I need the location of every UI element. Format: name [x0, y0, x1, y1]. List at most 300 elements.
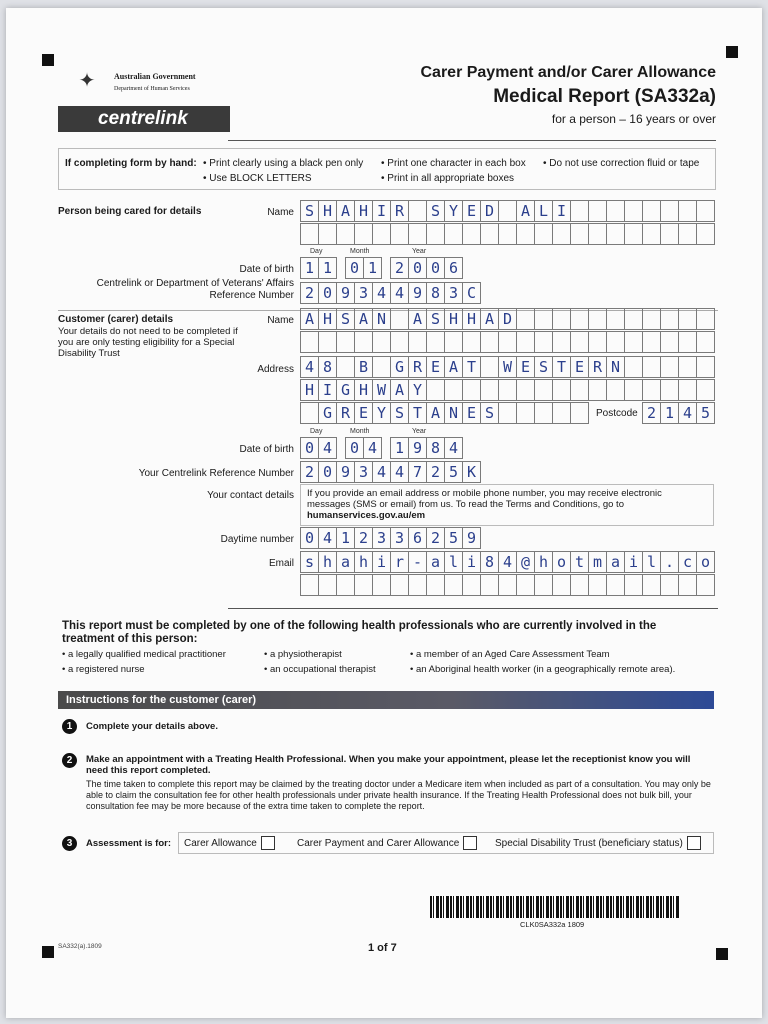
section-rule — [228, 608, 718, 609]
char-box — [571, 379, 589, 401]
customer-ref-field[interactable] — [300, 461, 481, 483]
contact-link[interactable]: humanservices.gov.au/em — [307, 510, 426, 521]
customer-dob-label: Date of birth — [239, 444, 294, 455]
char-box: B — [355, 356, 373, 378]
char-box — [481, 223, 499, 245]
char-box: A — [301, 308, 319, 330]
char-box — [697, 200, 715, 222]
contact-info-box — [300, 484, 714, 526]
char-box — [535, 574, 553, 596]
char-box: 0 — [319, 282, 337, 304]
char-box — [625, 308, 643, 330]
char-box: E — [571, 356, 589, 378]
customer-dob-year[interactable] — [390, 437, 463, 459]
assessment-options — [178, 832, 714, 854]
char-box: H — [301, 379, 319, 401]
char-box — [643, 356, 661, 378]
char-box: 2 — [427, 461, 445, 483]
char-box: - — [409, 551, 427, 573]
char-box — [445, 331, 463, 353]
char-box: H — [463, 308, 481, 330]
char-box — [373, 356, 391, 378]
person-ref-field[interactable] — [300, 282, 481, 304]
char-box: a — [337, 551, 355, 573]
char-box — [373, 223, 391, 245]
char-box: 2 — [355, 527, 373, 549]
char-box — [499, 379, 517, 401]
form-title-line1: Carer Payment and/or Carer Allowance — [420, 64, 716, 81]
char-box: G — [337, 379, 355, 401]
char-box: c — [679, 551, 697, 573]
char-box — [697, 574, 715, 596]
char-box: 5 — [445, 527, 463, 549]
prof-5: • a member of an Aged Care Assessment Team — [410, 649, 610, 660]
prof-2: • a registered nurse — [62, 664, 145, 675]
char-box — [499, 574, 517, 596]
char-box: 8 — [319, 356, 337, 378]
char-box: Y — [373, 402, 391, 424]
char-box: o — [553, 551, 571, 573]
char-box: E — [427, 356, 445, 378]
char-box — [643, 331, 661, 353]
char-box: T — [463, 356, 481, 378]
email-field-2[interactable] — [300, 574, 715, 596]
char-box: S — [535, 356, 553, 378]
option-carer-payment[interactable] — [297, 833, 477, 855]
address-label: Address — [257, 364, 294, 375]
char-box: 9 — [337, 282, 355, 304]
char-box — [661, 223, 679, 245]
char-box: 4 — [373, 461, 391, 483]
char-box — [517, 402, 535, 424]
char-box: N — [607, 356, 625, 378]
person-section-title: Person being cared for details — [58, 206, 202, 217]
char-box — [535, 308, 553, 330]
char-box: H — [445, 308, 463, 330]
char-box — [373, 331, 391, 353]
customer-ref-label: Your Centrelink Reference Number — [138, 468, 294, 479]
char-box: A — [337, 200, 355, 222]
char-box: m — [589, 551, 607, 573]
person-dob-month[interactable] — [345, 257, 382, 279]
char-box: h — [319, 551, 337, 573]
char-box: H — [355, 379, 373, 401]
char-box: E — [517, 356, 535, 378]
hand-bullet-1: • Print clearly using a black pen only — [203, 158, 364, 169]
char-box — [337, 574, 355, 596]
char-box: 1 — [301, 257, 319, 279]
registration-mark — [716, 948, 728, 960]
char-box: 1 — [364, 257, 382, 279]
char-box — [643, 200, 661, 222]
char-box — [589, 200, 607, 222]
char-box: r — [391, 551, 409, 573]
step-1-number: 1 — [62, 719, 77, 734]
person-dob-field[interactable] — [300, 257, 463, 279]
char-box: 3 — [445, 282, 463, 304]
char-box: A — [391, 379, 409, 401]
char-box: S — [427, 308, 445, 330]
char-box: 4 — [391, 461, 409, 483]
char-box — [337, 356, 355, 378]
checkbox-sdt[interactable] — [687, 836, 701, 850]
char-box: 4 — [373, 282, 391, 304]
char-box — [463, 574, 481, 596]
char-box: 2 — [643, 402, 661, 424]
char-box: 4 — [391, 282, 409, 304]
char-box — [679, 379, 697, 401]
char-box — [679, 574, 697, 596]
char-box: A — [481, 308, 499, 330]
char-box — [445, 223, 463, 245]
char-box — [337, 223, 355, 245]
char-box: l — [445, 551, 463, 573]
char-box: 1 — [391, 437, 409, 459]
char-box: 8 — [427, 282, 445, 304]
char-box — [319, 223, 337, 245]
registration-mark — [42, 54, 54, 66]
char-box — [697, 331, 715, 353]
char-box: 2 — [427, 527, 445, 549]
char-box: 0 — [427, 257, 445, 279]
char-box: E — [463, 200, 481, 222]
char-box — [319, 331, 337, 353]
postcode-field[interactable] — [642, 402, 715, 424]
char-box: H — [355, 200, 373, 222]
char-box — [517, 379, 535, 401]
option-carer-allowance-label: Carer Allowance — [184, 838, 257, 849]
registration-mark — [42, 946, 54, 958]
phone-label: Daytime number — [220, 534, 294, 545]
char-box: 9 — [463, 527, 481, 549]
prof-6: • an Aboriginal health worker (in a geographically remote area). — [410, 664, 676, 675]
char-box: S — [427, 200, 445, 222]
char-box: h — [535, 551, 553, 573]
checkbox-carer-payment[interactable] — [463, 836, 477, 850]
char-box — [535, 223, 553, 245]
char-box — [553, 331, 571, 353]
customer-note: Your details do not need to be completed if you are only testing eligibility for a Special Disability Trust — [58, 326, 238, 359]
char-box — [589, 574, 607, 596]
step-2-text: Make an appointment with a Treating Health Professional. When you make your appointment, please let the receptionist know you will need this report completed. — [86, 754, 691, 776]
char-box: o — [697, 551, 715, 573]
char-box — [643, 308, 661, 330]
form-page — [6, 8, 762, 1018]
char-box: 3 — [373, 527, 391, 549]
customer-name-field-2[interactable] — [300, 331, 715, 353]
option-sdt[interactable] — [495, 833, 701, 855]
char-box — [301, 574, 319, 596]
char-box: E — [355, 402, 373, 424]
option-carer-payment-label: Carer Payment and Carer Allowance — [297, 838, 460, 849]
dob-year-label: Year — [412, 248, 427, 255]
char-box — [607, 379, 625, 401]
char-box — [463, 331, 481, 353]
char-box — [355, 331, 373, 353]
phone-field[interactable] — [300, 527, 481, 549]
barcode-text: CLK0SA332a 1809 — [520, 920, 585, 929]
char-box: I — [553, 200, 571, 222]
char-box — [499, 223, 517, 245]
char-box: 3 — [355, 461, 373, 483]
char-box — [517, 308, 535, 330]
char-box: . — [661, 551, 679, 573]
char-box: 4 — [301, 356, 319, 378]
customer-dob-month[interactable] — [345, 437, 382, 459]
char-box: R — [391, 200, 409, 222]
registration-mark — [726, 46, 738, 58]
address-line-3[interactable] — [300, 402, 589, 424]
char-box — [409, 200, 427, 222]
email-label: Email — [268, 558, 294, 569]
char-box — [607, 574, 625, 596]
char-box: S — [391, 402, 409, 424]
cust-dob-month-label: Month — [350, 428, 370, 435]
char-box: s — [301, 551, 319, 573]
char-box — [373, 574, 391, 596]
char-box: H — [319, 200, 337, 222]
centrelink-logo: centrelink — [58, 106, 230, 132]
hand-bullet-4: • Print in all appropriate boxes — [381, 173, 515, 184]
char-box — [355, 574, 373, 596]
char-box — [625, 200, 643, 222]
customer-name-label: Name — [267, 315, 294, 326]
char-box — [661, 379, 679, 401]
char-box: T — [409, 402, 427, 424]
barcode — [430, 896, 680, 918]
char-box: 4 — [499, 551, 517, 573]
char-box: 6 — [445, 257, 463, 279]
char-box: 9 — [337, 461, 355, 483]
address-line-1[interactable] — [300, 356, 715, 378]
person-dob-year[interactable] — [390, 257, 463, 279]
char-box: N — [445, 402, 463, 424]
step-1-text: Complete your details above. — [86, 721, 218, 732]
char-box — [571, 223, 589, 245]
char-box: h — [355, 551, 373, 573]
address-line-2[interactable] — [300, 379, 715, 401]
char-box — [607, 223, 625, 245]
char-box — [625, 223, 643, 245]
char-box: 0 — [409, 257, 427, 279]
char-box — [355, 223, 373, 245]
instructions-bar: Instructions for the customer (carer) — [58, 691, 714, 709]
char-box — [409, 574, 427, 596]
char-box: 3 — [391, 527, 409, 549]
char-box — [607, 200, 625, 222]
char-box — [535, 331, 553, 353]
char-box — [337, 331, 355, 353]
option-carer-allowance[interactable] — [184, 833, 275, 855]
checkbox-carer-allowance[interactable] — [261, 836, 275, 850]
char-box: a — [427, 551, 445, 573]
char-box — [679, 308, 697, 330]
dob-day-label: Day — [310, 248, 323, 255]
hand-label: If completing form by hand: — [65, 158, 197, 169]
gov-line1: Australian Government — [114, 72, 196, 81]
char-box: 5 — [697, 402, 715, 424]
person-dob-label: Date of birth — [239, 264, 294, 275]
char-box — [589, 331, 607, 353]
char-box — [463, 223, 481, 245]
char-box: 2 — [391, 257, 409, 279]
postcode-label: Postcode — [596, 408, 638, 419]
hand-bullet-3: • Print one character in each box — [381, 158, 526, 169]
char-box: D — [499, 308, 517, 330]
page-number: 1 of 7 — [368, 942, 397, 954]
char-box: 7 — [409, 461, 427, 483]
char-box — [697, 223, 715, 245]
char-box: 4 — [364, 437, 382, 459]
char-box — [607, 331, 625, 353]
char-box: 0 — [346, 257, 364, 279]
char-box — [301, 402, 319, 424]
char-box — [589, 223, 607, 245]
char-box: W — [499, 356, 517, 378]
char-box — [589, 379, 607, 401]
char-box: 3 — [355, 282, 373, 304]
char-box — [571, 402, 589, 424]
char-box: i — [463, 551, 481, 573]
char-box — [571, 200, 589, 222]
cust-dob-year-label: Year — [412, 428, 427, 435]
char-box: R — [409, 356, 427, 378]
char-box — [499, 402, 517, 424]
char-box: 0 — [301, 437, 319, 459]
report-heading: This report must be completed by one of the following health professionals who are currently involved in the treatment of this person: — [62, 620, 657, 645]
char-box: H — [319, 308, 337, 330]
char-box — [481, 331, 499, 353]
char-box: 1 — [661, 402, 679, 424]
char-box: G — [319, 402, 337, 424]
char-box: 0 — [319, 461, 337, 483]
char-box: 8 — [427, 437, 445, 459]
char-box: 5 — [445, 461, 463, 483]
char-box: C — [463, 282, 481, 304]
char-box: E — [463, 402, 481, 424]
char-box: 1 — [337, 527, 355, 549]
char-box — [517, 223, 535, 245]
char-box — [661, 200, 679, 222]
char-box: A — [445, 356, 463, 378]
char-box: R — [337, 402, 355, 424]
char-box: W — [373, 379, 391, 401]
char-box: Y — [445, 200, 463, 222]
prof-4: • an occupational therapist — [264, 664, 376, 675]
char-box: S — [481, 402, 499, 424]
person-name-field[interactable] — [300, 200, 715, 222]
form-title-line2: Medical Report (SA332a) — [493, 86, 716, 107]
char-box: 8 — [481, 551, 499, 573]
char-box: D — [481, 200, 499, 222]
char-box — [301, 223, 319, 245]
char-box — [427, 379, 445, 401]
char-box: I — [373, 200, 391, 222]
cust-dob-day-label: Day — [310, 428, 323, 435]
char-box — [553, 402, 571, 424]
char-box — [445, 379, 463, 401]
char-box — [679, 200, 697, 222]
char-box: A — [427, 402, 445, 424]
char-box — [409, 223, 427, 245]
step-3-number: 3 — [62, 836, 77, 851]
dob-month-label: Month — [350, 248, 370, 255]
char-box: 4 — [445, 437, 463, 459]
char-box — [625, 356, 643, 378]
char-box: 2 — [301, 282, 319, 304]
char-box: S — [337, 308, 355, 330]
char-box — [571, 308, 589, 330]
option-sdt-label: Special Disability Trust (beneficiary status) — [495, 838, 683, 849]
char-box: T — [553, 356, 571, 378]
char-box: 2 — [301, 461, 319, 483]
char-box: 9 — [409, 282, 427, 304]
char-box — [301, 331, 319, 353]
char-box: i — [625, 551, 643, 573]
char-box — [553, 574, 571, 596]
email-field[interactable] — [300, 551, 715, 573]
char-box — [463, 379, 481, 401]
char-box — [679, 356, 697, 378]
char-box — [643, 574, 661, 596]
form-subtitle: for a person – 16 years or over — [551, 112, 716, 126]
char-box: 4 — [679, 402, 697, 424]
char-box — [589, 308, 607, 330]
person-name-field-2[interactable] — [300, 223, 715, 245]
char-box — [661, 308, 679, 330]
char-box — [553, 223, 571, 245]
char-box — [391, 223, 409, 245]
char-box: I — [319, 379, 337, 401]
char-box — [535, 402, 553, 424]
char-box — [427, 574, 445, 596]
char-box: Y — [409, 379, 427, 401]
step-3-text: Assessment is for: — [86, 838, 172, 849]
char-box — [499, 331, 517, 353]
char-box — [697, 379, 715, 401]
char-box: 1 — [319, 257, 337, 279]
person-dob-day[interactable] — [300, 257, 337, 279]
hand-bullet-2: • Use BLOCK LETTERS — [203, 173, 312, 184]
char-box — [625, 331, 643, 353]
char-box — [625, 574, 643, 596]
customer-dob-field[interactable] — [300, 437, 463, 459]
char-box — [535, 379, 553, 401]
hand-bullet-5: • Do not use correction fluid or tape — [543, 158, 700, 169]
char-box: 4 — [319, 527, 337, 549]
customer-dob-day[interactable] — [300, 437, 337, 459]
char-box: l — [643, 551, 661, 573]
char-box — [427, 223, 445, 245]
char-box: 6 — [409, 527, 427, 549]
char-box — [391, 574, 409, 596]
hand-instructions-box — [58, 148, 716, 190]
char-box: N — [373, 308, 391, 330]
char-box — [697, 308, 715, 330]
person-ref-label-1: Centrelink or Department of Veterans' Affairs — [96, 278, 294, 289]
char-box: K — [463, 461, 481, 483]
customer-name-field[interactable] — [300, 308, 715, 330]
char-box — [319, 574, 337, 596]
char-box — [661, 356, 679, 378]
char-box — [427, 331, 445, 353]
gov-line2: Department of Human Services — [114, 86, 190, 92]
char-box: 0 — [301, 527, 319, 549]
form-code: SA332(a).1809 — [58, 943, 102, 950]
char-box: A — [355, 308, 373, 330]
char-box — [661, 574, 679, 596]
char-box: @ — [517, 551, 535, 573]
